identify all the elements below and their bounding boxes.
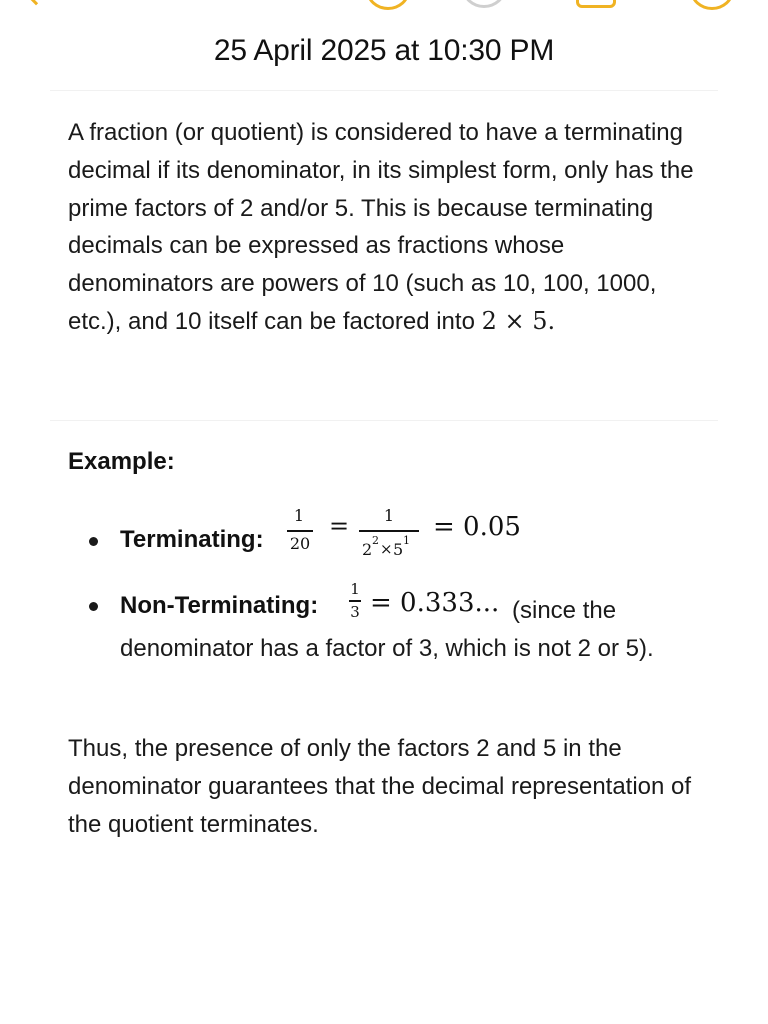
times-sign: × <box>380 540 393 558</box>
fraction-2-denominator <box>362 534 422 560</box>
fraction-3-denominator: 3 <box>350 603 360 621</box>
equals-sign: = <box>329 512 350 540</box>
non-terminating-result: = 0.333... <box>370 588 500 618</box>
box-icon[interactable] <box>576 0 616 8</box>
fraction-3-bar <box>349 600 361 602</box>
back-chevron-icon[interactable] <box>25 0 48 5</box>
exponent-1: 1 <box>403 534 410 547</box>
math-expression: 2 × 5 <box>481 306 548 335</box>
top-toolbar <box>0 0 768 12</box>
circle-icon[interactable] <box>690 0 734 10</box>
denominator-base-5: 5 <box>393 540 404 559</box>
fraction-1-denominator: 20 <box>289 534 311 553</box>
bullet-icon <box>89 602 98 611</box>
math-period: . <box>547 306 556 335</box>
conclusion-paragraph: Thus, the presence of only the factors 2 and 5 in the denominator guarantees that the decimal representation of the quotient terminates. <box>68 735 692 838</box>
circle-icon[interactable] <box>462 0 506 8</box>
fraction-1-numerator: 1 <box>293 506 305 525</box>
definition-text: A fraction (or quotient) is considered to have a terminating decimal if its denominator, in its simplest form, only has the prime factors of 2 and/or 5. This is because terminating decimals can be expressed as fractions whose denominators are powers of 10 (such as 10, 100, 1000, etc.), and 10 itself can be factored into <box>68 119 694 335</box>
exponent-2: 2 <box>372 534 379 547</box>
non-terminating-label: Non-Terminating: <box>120 592 319 619</box>
circle-icon[interactable] <box>366 0 410 10</box>
fraction-2-numerator: 1 <box>383 506 395 525</box>
fraction-1-bar <box>287 530 313 532</box>
terminating-result: = 0.05 <box>433 512 521 542</box>
fraction-3-numerator: 1 <box>350 580 360 598</box>
fraction-2-bar <box>359 530 419 532</box>
note-timestamp: 25 April 2025 at 10:30 PM <box>213 34 555 67</box>
example-heading: Example: <box>68 448 175 475</box>
bullet-icon <box>89 537 98 546</box>
definition-paragraph <box>68 114 708 341</box>
denominator-base-2: 2 <box>362 540 373 559</box>
terminating-label: Terminating: <box>120 526 264 553</box>
non-terminating-text: (since the denominator has a factor of 3, which is not 2 or 5). <box>120 597 654 662</box>
